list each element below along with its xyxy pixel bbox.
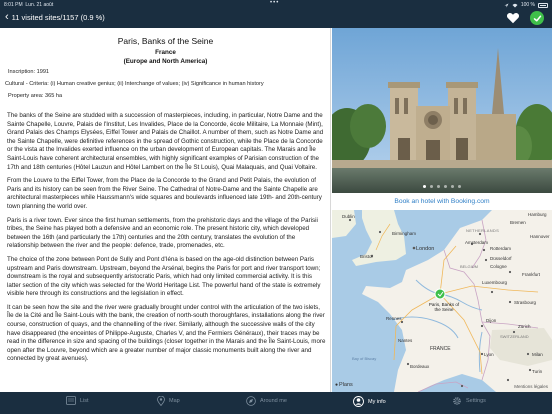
map-label: Frankfurt <box>522 272 541 277</box>
map-label: Hamburg <box>528 212 547 217</box>
map-label: Nantes <box>398 338 413 343</box>
site-name: Paris, Banks of the Seine <box>117 36 214 46</box>
tab-settings[interactable] <box>452 396 486 406</box>
map-label: Hannover <box>530 234 550 239</box>
photo-dot[interactable] <box>437 185 440 188</box>
tab-label: List <box>80 397 89 404</box>
tab-list[interactable] <box>66 396 89 405</box>
back-label: 11 visited sites/1157 (0.9 %) <box>11 13 105 22</box>
map-canvas <box>332 210 552 392</box>
chevron-left-icon: ‹ <box>5 11 9 23</box>
map-label: London <box>416 246 435 252</box>
booking-link[interactable]: Book an hotel with Booking.com <box>394 198 490 205</box>
map-label: Dublin <box>342 214 355 219</box>
map-brand <box>335 382 353 388</box>
photo-dot[interactable] <box>451 185 454 188</box>
site-region: (Europe and North America) <box>123 58 208 65</box>
map-label: Strasbourg <box>514 300 537 305</box>
battery-icon <box>538 3 548 8</box>
compass-icon <box>246 396 256 406</box>
map-label: Birmingham <box>392 231 417 236</box>
status-right <box>504 2 548 8</box>
tab-my-info[interactable] <box>353 396 386 407</box>
photo-dot[interactable] <box>458 185 461 188</box>
map-label: Amsterdam <box>465 240 489 245</box>
battery-percent: 100 % <box>520 2 535 8</box>
tab-label: Settings <box>466 398 486 404</box>
map-label: Bordeaux <box>410 364 430 369</box>
back-button[interactable] <box>5 12 105 23</box>
map-label: Luxembourg <box>482 280 508 285</box>
person-icon <box>353 396 364 407</box>
map-label: Bay of Biscay <box>352 356 377 361</box>
wifi-icon <box>512 3 518 8</box>
location-map[interactable] <box>332 210 552 392</box>
property-area: Property area: 365 ha <box>8 93 63 99</box>
apple-logo-icon: ● <box>335 382 339 388</box>
site-photo-carousel[interactable] <box>332 28 552 193</box>
inscription-year: Inscription: 1991 <box>8 69 50 75</box>
checkmark-icon <box>533 14 542 23</box>
map-label: Milan <box>532 352 543 357</box>
heart-icon <box>506 11 520 25</box>
visited-button[interactable] <box>530 11 544 25</box>
legal-link[interactable]: Mentions légales <box>514 384 548 389</box>
description-paragraph: From the Louvre to the Eiffel Tower, from the Place de la Concorde to the Grand and Petit Palais, the evolution of Paris and its history can be seen from the River Seine. The Cathedral of Notre-Dame and the Sainte Chapelle are architectural masterpieces while Haussmann's wide squares and boulevards influenced late 19th- and 20th-century town planning the world over. <box>7 177 322 210</box>
map-label: Rotterdam <box>490 246 512 251</box>
map-brand-label: Plans <box>339 382 353 388</box>
map-label: Turin <box>532 369 543 374</box>
description-paragraph: It can be seen how the site and the river were gradually brought under control with the articulation of the two islets, Île de la Cité and Île Saint-Louis with the bank, the creation of north-south thoroughfares, installations along the river course, construction of quays, and the channelling of the river. Similarly, although the successive walls of the city have disappeared (the enceintes of Philippe-Auguste, Charles V, and the Fermiers Généraux), their traces may be read in the difference in size and spacing of the buildings (closer together in the Marais and the Île Saint-Louis, more open after the Louvre, beyond which are a greater number of major classic monuments built along the river and connected by great avenues). <box>7 303 326 363</box>
description-paragraph: The choice of the zone between Pont de Sully and Pont d'Iéna is based on the age-old distinction between Paris upstream and Paris downstream. Upstream, beyond the Arsénal, begins the Paris for port and river transport town; downstream is the royal and subsequently aristocratic Paris, which had only limited commercial activity. It is this latter section of the city which was selected for the World Heritage List. The powerful hand of the state is extremely visible here through its constructions and the legislation in effect. <box>7 255 321 298</box>
map-label: Zürich <box>518 324 531 329</box>
map-pin-icon <box>157 396 165 406</box>
map-label: Rennes <box>386 316 402 321</box>
status-bar <box>0 0 552 9</box>
criteria-text: Cultural - Criteria: (i) Human creative genius; (ii) Interchange of values; (iv) Significance in human history <box>5 81 264 87</box>
photo-dot[interactable] <box>423 185 426 188</box>
favorite-button[interactable] <box>506 11 520 25</box>
map-label: NETHERLANDS <box>466 228 500 233</box>
map-label: FRANCE <box>430 346 451 352</box>
status-time-date <box>4 2 53 8</box>
description-paragraph: The banks of the Seine are studded with a succession of masterpieces, including, in particular, Notre Dame and the Sainte Chapelle, Louvre, Palais de l'Institut, Les Invalides, Place de la Concorde, école Militaire, La Monnaie (Mint), Grand Palais des Champs Elysées, Eiffel Tower and Palais de Chaillot. A number of them, such as Notre Dame and the Sainte Chapelle, were definitive references in the spread of Gothic construction, while the Place de la Concorde or the vista at the Invalides exerted influence on the urban development of European capitals. The Marais and Île Saint-Louis have coherent architectural ensembles, with highly significant examples of Parisian construction of the 17th and 18th centuries (Hôtel Lauzun and Hôtel Lambert on the Île St Louis), Quai Malaquais, and Quai Voltaire. <box>7 112 324 171</box>
multitask-dots[interactable]: ••• <box>270 0 280 6</box>
list-icon <box>66 396 76 405</box>
tab-label: My info <box>368 398 386 405</box>
tab-bar <box>0 392 552 414</box>
map-label: SWITZERLAND <box>500 334 529 339</box>
map-label: Bremen <box>510 220 526 225</box>
map-label: Bristol <box>360 254 373 259</box>
photo-dot[interactable] <box>444 185 447 188</box>
map-marker-label[interactable]: Paris, Banks of the Seine <box>428 302 460 312</box>
map-label: Lyon <box>484 352 494 357</box>
map-label: Cologne <box>490 264 507 269</box>
map-label: Düsseldorf <box>490 256 512 261</box>
site-country: France <box>155 49 176 56</box>
site-description <box>7 112 327 369</box>
tab-around-me[interactable] <box>246 396 287 406</box>
media-pane <box>332 28 552 392</box>
location-icon <box>504 3 509 8</box>
gear-icon <box>452 396 462 406</box>
nav-bar <box>0 9 552 28</box>
photo-page-indicator[interactable] <box>332 185 552 188</box>
status-time: 8:01 PM <box>4 2 23 8</box>
status-date: Lun. 21 août <box>25 2 54 8</box>
photo-dot[interactable] <box>430 185 433 188</box>
tab-label: Around me <box>260 398 287 404</box>
map-label: Dijon <box>486 318 497 323</box>
tab-label: Map <box>169 398 180 404</box>
notre-dame-photo <box>332 28 552 193</box>
tab-map[interactable] <box>157 396 180 406</box>
map-label: BELGIUM <box>460 264 479 269</box>
description-paragraph: Paris is a river town. Ever since the first human settlements, from the prehistoric days and the village of the Parisii tribes, the Seine has played both a defensive and an economic role. The present historic city, which developed between the 16th (and particularly the 17th) centuries and the 20th century, translates the evolution of the relationship between the river and the people: defence, trade, promenades, etc. <box>7 216 318 250</box>
site-detail-pane[interactable] <box>0 28 331 392</box>
content <box>0 28 552 392</box>
